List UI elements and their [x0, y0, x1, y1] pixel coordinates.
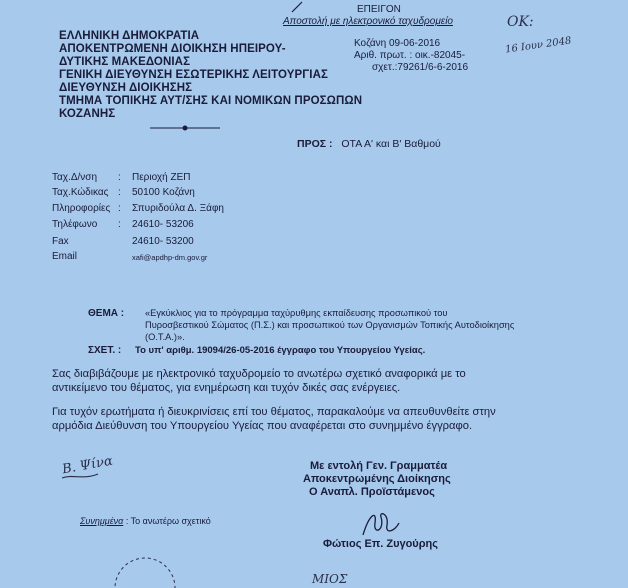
handwritten-bottom-note: ΜΙΟΣ	[312, 572, 348, 586]
recipient	[297, 138, 441, 150]
stamp-circle-icon	[110, 552, 180, 588]
paragraph-line: αρμόδια Διεύθυνση του Υπουργείου Υγείας που αναφέρεται στο συνημμένο έγγραφο.	[52, 420, 473, 432]
divider-ornament-icon	[150, 124, 220, 132]
sender-line: ΔΙΕΥΘΥΝΣΗ ΔΙΟΙΚΗΣΗΣ	[59, 82, 193, 94]
delivery-note: Αποστολή με ηλεκτρονικό ταχυδρομείο	[283, 16, 453, 27]
attachment-label: Συνημμένα	[80, 516, 124, 526]
paragraph-line: αντικείμενο του θέματος, για ενημέρωση και τυχόν δικές σας ενέργειες.	[52, 382, 401, 394]
handwritten-initials: Β. Ψίνα	[61, 453, 114, 478]
place-date: Κοζάνη 09-06-2016	[354, 38, 441, 49]
reference-label: ΣΧΕΤ. :	[88, 345, 122, 356]
sender-line: ΤΜΗΜΑ ΤΟΠΙΚΗΣ ΑΥΤ/ΣΗΣ ΚΑΙ ΝΟΜΙΚΩΝ ΠΡΟΣΩΠΩΝ	[59, 95, 363, 107]
subject-line: «Εγκύκλιος για το πρόγραμμα ταχύρυθμης εκπαίδευσης προσωπικού του	[145, 308, 448, 318]
handwritten-ok: OK:	[507, 14, 534, 30]
contact-email: xafi@apdhp-dm.gov.gr	[132, 253, 208, 262]
contact-value: 24610- 53200	[132, 236, 194, 247]
protocol-number: Αριθ. πρωτ. : οικ.-82045-	[354, 50, 466, 61]
contact-sep: :	[118, 187, 121, 198]
contact-value: 24610- 53206	[132, 219, 194, 230]
reference-number: σχετ.:79261/6-6-2016	[372, 62, 469, 73]
signatory-name: Φώτιος Επ. Ζυγούρης	[323, 538, 438, 550]
contact-value: 50100 Κοζάνη	[132, 187, 195, 198]
contact-label: Ταχ.Δ/νση	[52, 172, 98, 183]
attachment	[80, 516, 211, 526]
recipient-label: ΠΡΟΣ :	[297, 138, 333, 150]
signature-line: Με εντολή Γεν. Γραμματέα	[310, 460, 448, 472]
contact-label: Email	[52, 251, 78, 262]
contact-value: Σπυριδούλα Δ. Ξάφη	[132, 203, 224, 214]
signature-line: Ο Αναπλ. Προϊστάμενος	[309, 486, 435, 498]
sender-line: ΚΟΖΑΝΗΣ	[59, 108, 116, 120]
sender-line: ΓΕΝΙΚΗ ΔΙΕΥΘΥΝΣΗ ΕΣΩΤΕΡΙΚΗΣ ΛΕΙΤΟΥΡΓΙΑΣ	[59, 69, 328, 81]
signature-line: Αποκεντρωμένης Διοίκησης	[303, 473, 451, 485]
contact-label: Πληροφορίες	[52, 203, 111, 214]
urgency-mark: ΕΠΕΙΓΟΝ	[357, 4, 401, 15]
handwritten-date-note: 16 Ιουν 2048	[504, 35, 573, 56]
paragraph-line: Σας διαβιβάζουμε με ηλεκτρονικό ταχυδρομείο το ανωτέρω σχετικό αναφορικά με το	[52, 368, 466, 380]
subject-line: Πυροσβεστικού Σώματος (Π.Σ.) και προσωπικού των Οργανισμών Τοπικής Αυτοδιοίκησης	[145, 320, 515, 330]
paragraph-line: Για τυχόν ερωτήματα ή διευκρινίσεις επί του θέματος, παρακαλούμε να απευθυνθείτε στην	[52, 406, 496, 418]
contact-label: Τηλέφωνο	[52, 219, 98, 230]
contact-sep: :	[118, 203, 121, 214]
reference-text: Το υπ' αριθμ. 19094/26-05-2016 έγγραφο του Υπουργείου Υγείας.	[135, 345, 426, 356]
contact-label: Ταχ.Κώδικας	[52, 187, 109, 198]
subject-label: ΘΕΜΑ :	[88, 308, 125, 319]
recipient-value: ΟΤΑ Α' και Β' Βαθμού	[341, 138, 441, 150]
corner-mark-icon	[290, 0, 304, 14]
subject-line: (Ο.Τ.Α.)».	[145, 332, 185, 342]
sender-line: ΔΥΤΙΚΗΣ ΜΑΚΕΔΟΝΙΑΣ	[59, 56, 191, 68]
attachment-value: : Το ανωτέρω σχετικό	[125, 516, 211, 526]
contact-sep: :	[118, 219, 121, 230]
contact-label: Fax	[52, 236, 69, 247]
sender-line: ΕΛΛΗΝΙΚΗ ΔΗΜΟΚΡΑΤΙΑ	[59, 30, 200, 42]
contact-sep: :	[118, 172, 121, 183]
contact-value: Περιοχή ΖΕΠ	[132, 172, 191, 183]
sender-line: ΑΠΟΚΕΝΤΡΩΜΕΝΗ ΔΙΟΙΚΗΣΗ ΗΠΕΙΡΟΥ-	[59, 43, 286, 55]
handwritten-underline-icon	[60, 470, 100, 482]
